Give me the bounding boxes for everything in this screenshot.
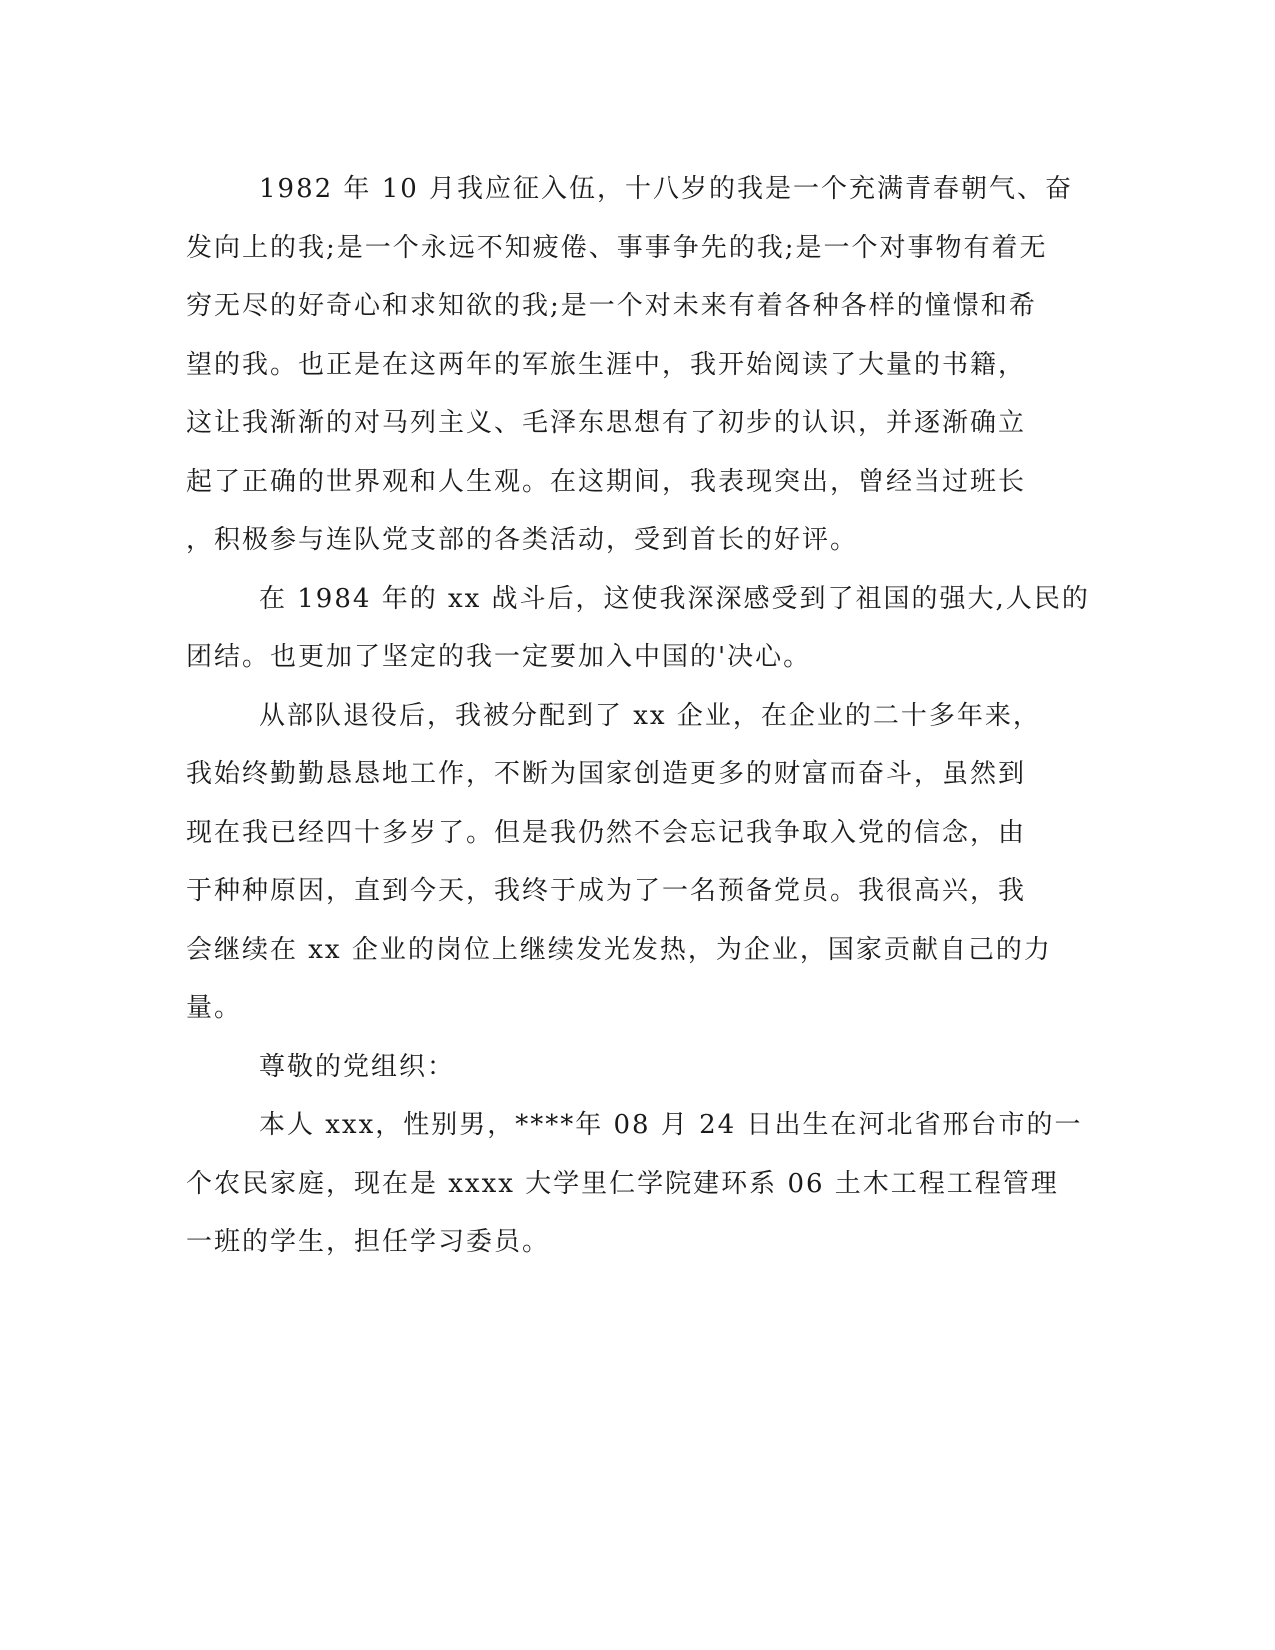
paragraph-line: 发向上的我;是一个永远不知疲倦、事事争先的我;是一个对事物有着无 xyxy=(186,232,1048,263)
paragraph-line: ，积极参与连队党支部的各类活动，受到首长的好评。 xyxy=(186,525,859,555)
paragraph-line: 团结。也更加了坚定的我一定要加入中国的'决心。 xyxy=(186,642,812,672)
paragraph-line: 穷无尽的好奇心和求知欲的我;是一个对未来有着各种各样的憧憬和希 xyxy=(186,291,1037,321)
paragraph-line: 于种种原因，直到今天，我终于成为了一名预备党员。我很高兴，我 xyxy=(186,876,1027,906)
paragraph-line: 会继续在 xx 企业的岗位上继续发光发热，为企业，国家贡献自己的力 xyxy=(186,934,1052,965)
paragraph-line: 个农民家庭，现在是 xxxx 大学里仁学院建环系 06 土木工程工程管理 xyxy=(186,1168,1059,1199)
paragraph-line: 本人 xxx，性别男，****年 08 月 24 日出生在河北省邢台市的一 xyxy=(259,1110,1083,1140)
paragraph-line: 起了正确的世界观和人生观。在这期间，我表现突出，曾经当过班长 xyxy=(186,466,1027,497)
paragraph-line: 我始终勤勤恳恳地工作，不断为国家创造更多的财富而奋斗，虽然到 xyxy=(186,759,1027,789)
document-body xyxy=(186,160,1090,1272)
paragraph-line: 望的我。也正是在这两年的军旅生涯中，我开始阅读了大量的书籍， xyxy=(186,349,1027,380)
salutation: 尊敬的党组织： xyxy=(259,1051,456,1082)
paragraph-line: 一班的学生，担任学习委员。 xyxy=(186,1227,551,1257)
paragraph-line: 1982 年 10 月我应征入伍，十八岁的我是一个充满青春朝气、奋 xyxy=(259,174,1074,204)
paragraph-line: 量。 xyxy=(186,993,243,1023)
paragraph-line: 现在我已经四十多岁了。但是我仍然不会忘记我争取入党的信念，由 xyxy=(186,817,1027,848)
paragraph-line: 从部队退役后，我被分配到了 xx 企业，在企业的二十多年来， xyxy=(259,700,1041,731)
paragraph-line: 这让我渐渐的对马列主义、毛泽东思想有了初步的认识，并逐渐确立 xyxy=(186,408,1027,438)
paragraph-line: 在 1984 年的 xx 战斗后，这使我深深感受到了祖国的强大,人民的 xyxy=(259,583,1090,614)
